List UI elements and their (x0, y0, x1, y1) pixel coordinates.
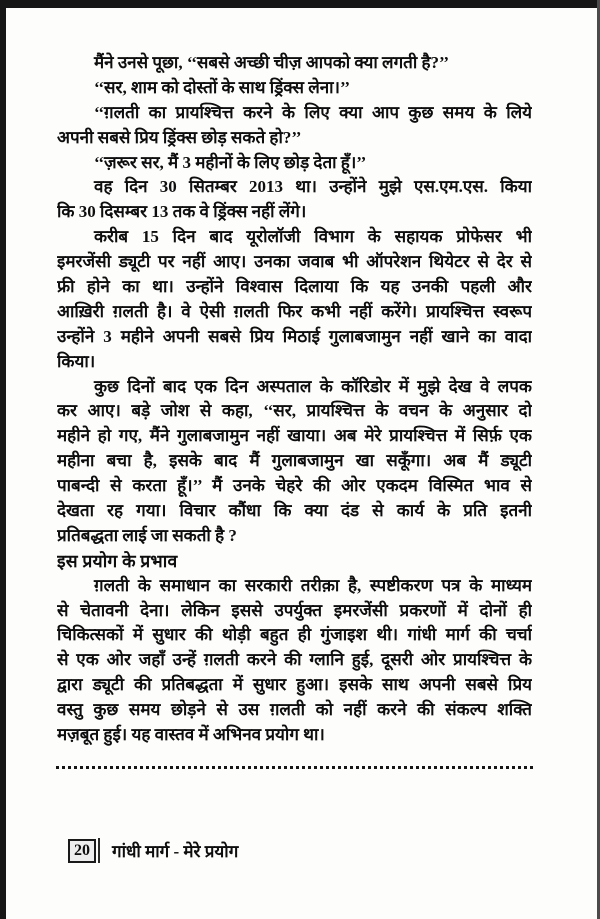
page-footer (68, 838, 238, 863)
body-text-line: ‘‘ज़रूर सर, मैं 3 महीनों के लिए छोड़ देता हूँ।’’ (94, 152, 367, 172)
body-text-line: आख़िरी ग़लती है। वे ऐसी ग़लती फिर कभी नहीं करेंगे। प्रायश्चित्त स्वरूप (57, 301, 532, 321)
body-text-line: महीने हो गए, मैंने गुलाबजामुन नहीं खाया। अब मेरे प्रायश्चित्त में सिर्फ़ एक (57, 426, 532, 446)
body-text-line: कुछ दिनों बाद एक दिन अस्पताल के कॉरिडोर में मुझे देख वे लपक (94, 376, 532, 396)
body-text-line: चिकित्सकों में सुधार की थोड़ी बहुत ही गुंजाइश थी। गांधी मार्ग की चर्चा (57, 625, 532, 645)
body-text-line: फ्री होने का था। उन्होंने विश्वास दिलाया कि यह उनकी पहली और (57, 277, 532, 297)
footer-divider (98, 838, 100, 863)
body-text-line: किया। (57, 351, 96, 371)
body-text-line: महीना बचा है, इसके बाद मैं गुलाबजामुन खा सकूँगा। अब मैं ड्यूटी (57, 451, 532, 471)
body-text-line: से चेतावनी देना। लेकिन इससे उपर्युक्त इमरजेंसी प्रकरणों में दोनों ही (57, 600, 532, 620)
page-top-border (0, 0, 600, 8)
body-text-line: ‘‘सर, शाम को दोस्तों के साथ ड्रिंक्स लेना।’’ (94, 77, 351, 97)
body-text-line: ग़लती के समाधान का सरकारी तरीक़ा है, स्पष्टीकरण पत्र के माध्यम (94, 575, 532, 595)
body-text-line: द्वारा ड्यूटी की प्रतिबद्धता में सुधार हुआ। इसके साथ अपनी सबसे प्रिय (57, 675, 532, 695)
body-text-line: उन्होंने 3 महीने अपनी सबसे प्रिय मिठाई गुलाबजामुन नहीं खाने का वादा (57, 326, 532, 346)
body-text-line: वस्तु कुछ समय छोड़ने से उस ग़लती को नहीं करने की संकल्प शक्ति (57, 700, 532, 720)
body-text-line: करीब 15 दिन बाद यूरोलॉजी विभाग के सहायक प्रोफेसर भी (94, 227, 532, 247)
body-text-line: कर आए। बड़े जोश से कहा, ‘‘सर, प्रायश्चित्त के वचन के अनुसार दो (57, 401, 532, 421)
page-left-border (0, 0, 6, 919)
body-text-line: प्रतिबद्धता लाई जा सकती है ? (57, 525, 237, 545)
section-heading: इस प्रयोग के प्रभाव (57, 550, 178, 571)
body-text-line: पाबन्दी से करता हूँ।’’ मैं उनके चेहरे की ओर एकदम विस्मित भाव से (57, 476, 532, 496)
body-text-line: से एक ओर जहाँ उन्हें ग़लती करने की ग्लानि हुई, दूसरी ओर प्रायश्चित्त के (57, 650, 532, 670)
body-text-line: देखता रह गया। विचार कौंधा कि क्या दंड से कार्य के प्रति इतनी (57, 501, 532, 521)
body-text-line: मैंने उनसे पूछा, ‘‘सबसे अच्छी चीज़ आपको क्या लगती है?’’ (94, 53, 450, 72)
body-text-line: मज़बूत हुई। यह वास्तव में अभिनव प्रयोग था। (57, 725, 325, 745)
book-title: गांधी मार्ग - मेरे प्रयोग (112, 842, 239, 861)
body-text-line: कि 30 दिसम्बर 13 तक वे ड्रिंक्स नहीं लेंगे। (57, 202, 307, 222)
body-text-line: अपनी सबसे प्रिय ड्रिंक्स छोड़ सकते हो?’’ (57, 127, 302, 147)
body-text-line: ‘‘ग़लती का प्रायश्चित्त करने के लिए क्या आप कुछ समय के लिये (94, 102, 532, 122)
body-text-line: वह दिन 30 सितम्बर 2013 था। उन्होंने मुझे एस.एम.एस. किया (94, 177, 532, 197)
page-body (57, 51, 532, 748)
body-text-line: इमरजेंसी ड्यूटी पर नहीं आए। उनका जवाब भी ऑपरेशन थियेटर से देर से (57, 252, 532, 272)
page-number: 20 (68, 839, 96, 863)
dotted-separator (56, 766, 533, 769)
